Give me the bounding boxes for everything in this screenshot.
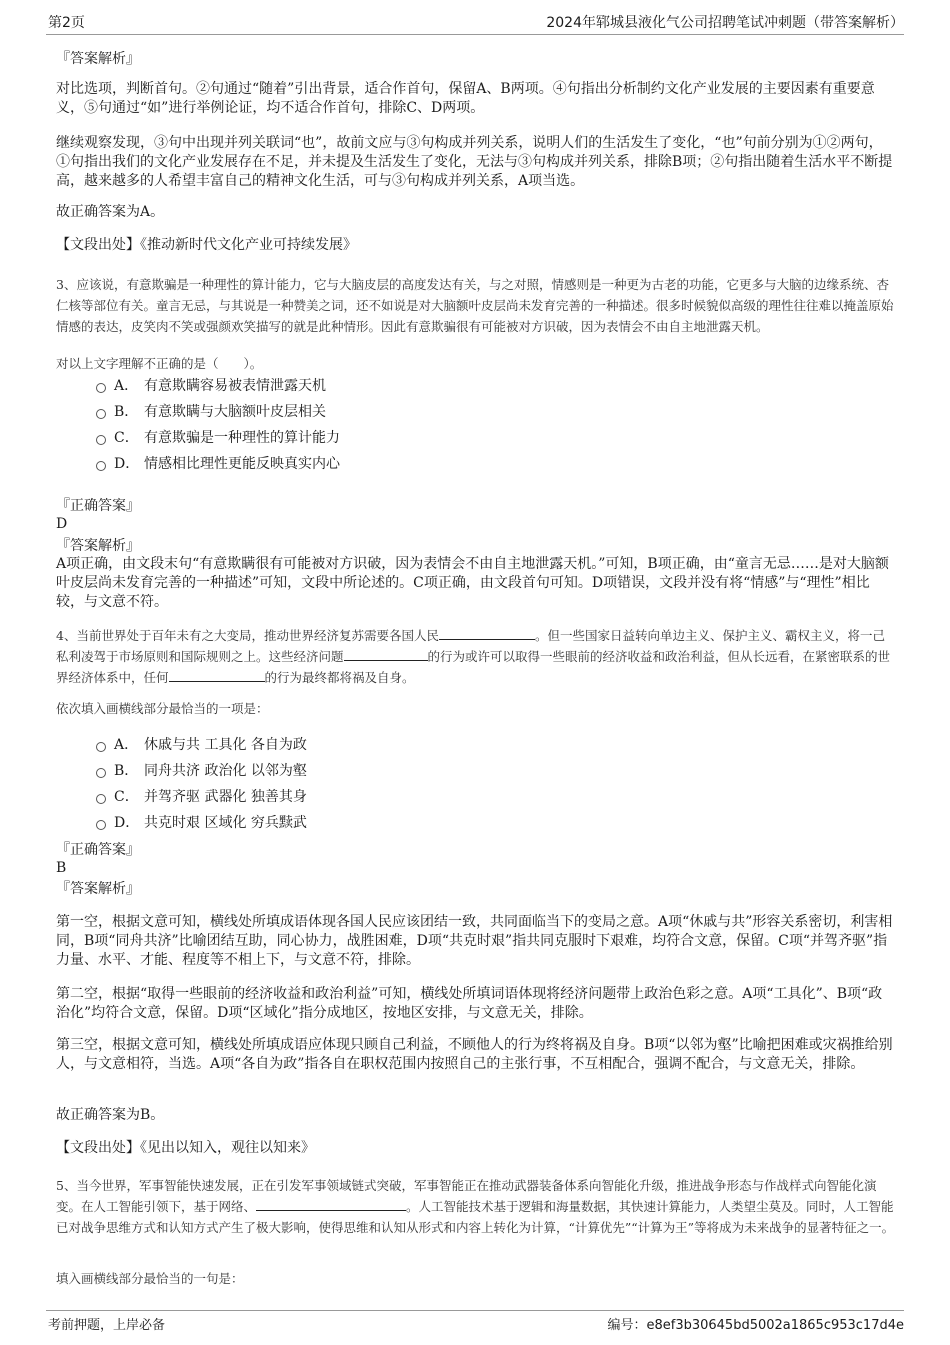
q4-analysis-label: 『答案解析』	[56, 881, 140, 897]
option-text: 共克时艰 区域化 穷兵黩武	[144, 815, 307, 831]
q4-source: 【文段出处】《见出以知入，观往以知来》	[56, 1140, 315, 1156]
radio-icon[interactable]	[96, 461, 106, 471]
option-text: 有意欺瞒与大脑额叶皮层相关	[144, 404, 326, 420]
q3-option-a[interactable]	[96, 377, 326, 395]
q4-option-d[interactable]	[96, 814, 307, 832]
q3-option-c[interactable]	[96, 429, 340, 447]
option-text: 有意欺瞒容易被表情泄露天机	[144, 378, 326, 394]
option-text: 并驾齐驱 武器化 独善其身	[144, 789, 307, 805]
q4-option-b[interactable]	[96, 762, 307, 780]
document-id: 编号：e8ef3b30645bd5002a1865c953c17d4e	[607, 1318, 904, 1333]
q3-answer-label: 『正确答案』	[56, 498, 140, 514]
option-letter: D．	[114, 815, 140, 831]
q4-question: 依次填入画横线部分最恰当的一项是：	[56, 701, 269, 716]
radio-icon[interactable]	[96, 820, 106, 830]
fill-blank	[256, 1198, 406, 1211]
q4-conclusion: 故正确答案为B。	[56, 1107, 165, 1123]
radio-icon[interactable]	[96, 383, 106, 393]
q4-stem	[56, 625, 896, 688]
q4-stem-part3: 的行为或许可以取得一些眼前的经济收益和政治利益，但从长远看，在紧密联系的世界经济体系中，任何	[56, 649, 891, 685]
q3-analysis: A项正确，由文段末句“有意欺瞒很有可能被对方识破，因为表情会不由自主地泄露天机。”可知，B项正确，由“童言无忌……是对大脑额叶皮层尚未发育完善的一种描述”可知，文段中所论述的。C项正确，由文段首句可知。D项错误，文段并没有将“情感”与“理性”相比较，与文意不符。	[56, 556, 889, 610]
radio-icon[interactable]	[96, 768, 106, 778]
option-letter: B．	[114, 404, 139, 420]
option-text: 休戚与共 工具化 各自为政	[144, 737, 307, 753]
q3-question: 对以上文字理解不正确的是（ ）。	[56, 356, 263, 371]
q4-answer-label: 『正确答案』	[56, 842, 140, 858]
q3-analysis-label: 『答案解析』	[56, 538, 140, 554]
q4-analysis-para2: 第二空，根据“取得一些眼前的经济收益和政治利益”可知，横线处所填词语体现将经济问题带上政治色彩之意。A项“工具化”、B项“政治化”均符合文意，保留。D项“区域化”指分成地区，按地区安排，与文意无关，排除。	[56, 986, 883, 1021]
q4-stem-part2: 。但一些国家日益转向单边主义、保护主义、霸权主义，将一己私利凌驾于市场原则和国际规则之上。这些经济问题	[56, 628, 885, 664]
q5-stem-part2: 。人工智能技术基于逻辑和海量数据，其快速计算能力，人类望尘莫及。同时，人工智能已对战争思维方式和认知方式产生了极大影响，使得思维和认知从形式和内容上转化为计算，“计算优先”“计算为王”等将成为未来战争的显著特征之一。	[56, 1199, 895, 1235]
q4-answer: B	[56, 860, 67, 876]
q5-question: 填入画横线部分最恰当的一句是：	[56, 1271, 244, 1286]
fill-blank-1	[439, 627, 535, 640]
q2-conclusion: 故正确答案为A。	[56, 204, 165, 220]
option-text: 有意欺骗是一种理性的算计能力	[144, 430, 340, 446]
q4-stem-part4: 的行为最终都将祸及自身。	[264, 670, 415, 685]
option-text: 同舟共济 政治化 以邻为壑	[144, 763, 307, 779]
radio-icon[interactable]	[96, 794, 106, 804]
q3-option-b[interactable]	[96, 403, 326, 421]
option-letter: C．	[114, 430, 139, 446]
option-letter: B．	[114, 763, 139, 779]
fill-blank-3	[169, 669, 265, 682]
document-title: 2024年郓城县液化气公司招聘笔试冲刺题（带答案解析）	[546, 15, 904, 31]
option-letter: A．	[114, 737, 139, 753]
option-text: 情感相比理性更能反映真实内心	[144, 456, 340, 472]
fill-blank-2	[344, 648, 428, 661]
q2-analysis-label: 『答案解析』	[56, 51, 140, 67]
q2-source: 【文段出处】《推动新时代文化产业可持续发展》	[56, 237, 357, 253]
q4-analysis-para1: 第一空，根据文意可知，横线处所填成语体现各国人民应该团结一致，共同面临当下的变局之意。A项“休戚与共”形容关系密切，利害相同，B项“同舟共济”比喻团结互助，同心协力，战胜困难，D项“共克时艰”指共同克服时下艰难，均符合文意，保留。C项“并驾齐驱”指力量、水平、才能、程度等不相上下，与文意不符，排除。	[56, 914, 893, 968]
q3-answer: D	[56, 516, 68, 532]
option-letter: A．	[114, 378, 139, 394]
q2-analysis-para2: 继续观察发现，③句中出现并列关联词“也”，故前文应与③句构成并列关系，说明人们的生活发生了变化，“也”句前分别为①②两句，①句指出我们的文化产业发展存在不足，并未提及生活发生了变化，无法与③句构成并列关系，排除B项；②句指出随着生活水平不断提高，越来越多的人希望丰富自己的精神文化生活，可与③句构成并列关系，A项当选。	[56, 135, 893, 189]
q2-analysis-para1: 对比选项，判断首句。②句通过“随着”引出背景，适合作首句，保留A、B两项。④句指出分析制约文化产业发展的主要因素有重要意义，⑤句通过“如”进行举例论证，均不适合作首句，排除C、D两项。	[56, 81, 875, 116]
q5-stem	[56, 1175, 896, 1238]
q4-analysis-para3: 第三空，根据文意可知，横线处所填成语应体现只顾自己利益，不顾他人的行为终将祸及自身。B项“以邻为壑”比喻把困难或灾祸推给别人，与文意相符，当选。A项“各自为政”指各自在职权范围内按照自己的主张行事，不互相配合，强调不配合，与文意无关，排除。	[56, 1037, 893, 1072]
q4-stem-part1: 4、当前世界处于百年未有之大变局，推动世界经济复苏需要各国人民	[56, 628, 439, 643]
radio-icon[interactable]	[96, 409, 106, 419]
header-divider	[46, 34, 904, 35]
footer-divider	[46, 1310, 904, 1311]
q5-stem-part1: 5、当今世界，军事智能快速发展，正在引发军事领域链式突破，军事智能正在推动武器装备体系向智能化升级，推进战争形态与作战样式向智能化演变。在人工智能引领下，基于网络、	[56, 1178, 877, 1214]
q3-stem: 3、应该说，有意欺骗是一种理性的算计能力，它与大脑皮层的高度发达有关，与之对照，情感则是一种更为古老的功能，它更多与大脑的边缘系统、杏仁核等部位有关。童言无忌，与其说是一种赞美之词，还不如说是对大脑额叶皮层尚未发育完善的一种描述。很多时候貌似高级的理性往往难以掩盖原始情感的表达，皮笑肉不笑或强颜欢笑描写的就是此种情形。因此有意欺骗很有可能被对方识破，因为表情会不由自主地泄露天机。	[56, 277, 894, 334]
option-letter: C．	[114, 789, 139, 805]
footer-slogan: 考前押题，上岸必备	[48, 1318, 166, 1333]
page-number: 第2页	[48, 15, 85, 31]
q4-option-a[interactable]	[96, 736, 307, 754]
radio-icon[interactable]	[96, 435, 106, 445]
q4-option-c[interactable]	[96, 788, 307, 806]
q3-option-d[interactable]	[96, 455, 340, 473]
option-letter: D．	[114, 456, 140, 472]
radio-icon[interactable]	[96, 742, 106, 752]
